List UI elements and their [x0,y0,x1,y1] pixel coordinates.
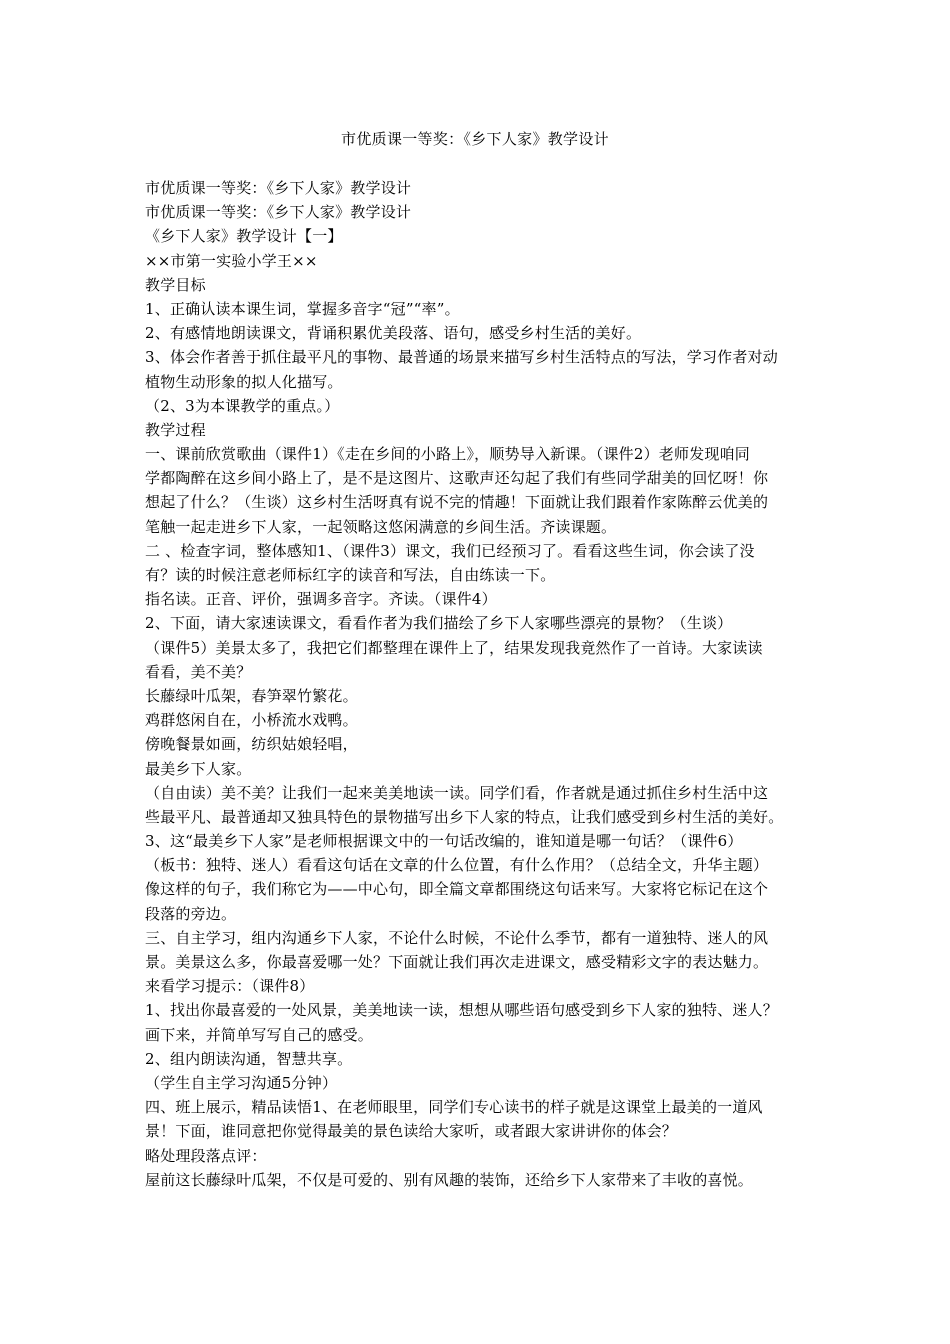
body-line: 2、组内朗读沟通，智慧共享。 [145,1049,353,1068]
body-line: 指名读。正音、评价，强调多音字。齐读。（课件4） [145,590,497,609]
body-line: 三、自主学习，组内沟通乡下人家，不论什么时候，不论什么季节，都有一道独特、迷人的风 [145,928,769,947]
body-line: 一、课前欣赏歌曲（课件1）《走在乡间的小路上》，顺势导入新课。（课件2）老师发现咱同 [145,445,750,464]
body-line: 《乡下人家》教学设计【一】 [145,227,343,246]
body-line: 些最平凡、最普通却又独具特色的景物描写出乡下人家的特点，让我们感受到乡村生活的美好。 [145,807,784,826]
body-line: 四、班上展示，精品读悟1、在老师眼里，同学们专心读书的样子就是这课堂上最美的一道风 [145,1098,763,1117]
body-line: （自由读）美不美？让我们一起来美美地读一读。同学们看，作者就是通过抓住乡村生活中这 [145,783,769,802]
document-body [145,176,810,1192]
document-title: 市优质课一等奖：《乡下人家》教学设计 [341,130,609,148]
body-line: 3、这“最美乡下人家”是老师根据课文中的一句话改编的，谁知道是哪一句话？（课件6） [145,832,743,851]
body-line: 段落的旁边。 [145,904,237,923]
body-line: 想起了什么？（生谈）这乡村生活呀真有说不完的情趣！下面就让我们跟着作家陈醉云优美的 [145,493,769,512]
body-line: 3、体会作者善于抓住最平凡的事物、最普通的场景来描写乡村生活特点的写法，学习作者对动 [145,348,778,367]
body-line: 来看学习提示：（课件8） [145,977,315,996]
body-line: 2、下面，请大家速读课文，看看作者为我们描绘了乡下人家哪些漂亮的景物？（生谈） [145,614,733,633]
body-line: 看看，美不美？ [145,662,252,681]
body-line: 教学过程 [145,420,206,439]
body-line: 略处理段落点评： [145,1146,267,1165]
body-line: 1、正确认读本课生词，掌握多音字“冠”“率”。 [145,299,460,318]
body-line: 二 、检查字词，整体感知1、（课件3）课文，我们已经预习了。看看这些生词，你会读了没 [145,541,755,560]
body-line: 景！下面，谁同意把你觉得最美的景色读给大家听，或者跟大家讲讲你的体会？ [145,1122,678,1141]
body-line: 景。美景这么多，你最喜爱哪一处？下面就让我们再次走进课文，感受精彩文字的表达魅力。 [145,953,769,971]
body-line: 教学目标 [145,275,206,294]
body-line: ××市第一实验小学王×× [145,251,318,270]
body-line: 鸡群悠闲自在，小桥流水戏鸭。 [145,711,358,730]
body-line: 傍晚餐景如画，纺织姑娘轻唱， [145,735,358,754]
body-line: 2、有感情地朗读课文，背诵积累优美段落、语句，感受乡村生活的美好。 [145,324,642,343]
body-line: 学都陶醉在这乡间小路上了，是不是这图片、这歌声还勾起了我们有些同学甜美的回忆呀！你 [145,469,769,488]
body-line: 植物生动形象的拟人化描写。 [145,372,343,391]
body-line: 笔触一起走进乡下人家，一起领略这悠闲满意的乡间生活。齐读课题。 [145,517,617,536]
body-line: 最美乡下人家。 [145,759,252,778]
body-line: 画下来，并简单写写自己的感受。 [145,1025,374,1044]
body-line: 有？读的时候注意老师标红字的读音和写法，自由练读一下。 [145,566,556,584]
body-line: 屋前这长藤绿叶瓜架，不仅是可爱的、别有风趣的装饰，还给乡下人家带来了丰收的喜悦。 [145,1170,754,1189]
body-line: 1、找出你最喜爱的一处风景，美美地读一读，想想从哪些语句感受到乡下人家的独特、迷人？ [145,1001,778,1020]
body-line: （学生自主学习沟通5分钟） [145,1073,338,1092]
body-line: 市优质课一等奖：《乡下人家》教学设计 [145,179,412,197]
body-line: 长藤绿叶瓜架，春笋翠竹繁花。 [145,686,358,705]
body-line: （板书：独特、迷人）看看这句话在文章的什么位置，有什么作用？（总结全文，升华主题） [145,856,769,875]
body-line: （课件5）美景太多了，我把它们都整理在课件上了，结果发现我竟然作了一首诗。大家读读 [145,638,763,657]
body-line: （2、3为本课教学的重点。） [145,396,340,415]
body-line: 像这样的句子，我们称它为——中心句，即全篇文章都围绕这句话来写。大家将它标记在这个 [145,880,769,899]
body-line: 市优质课一等奖：《乡下人家》教学设计 [145,203,412,222]
